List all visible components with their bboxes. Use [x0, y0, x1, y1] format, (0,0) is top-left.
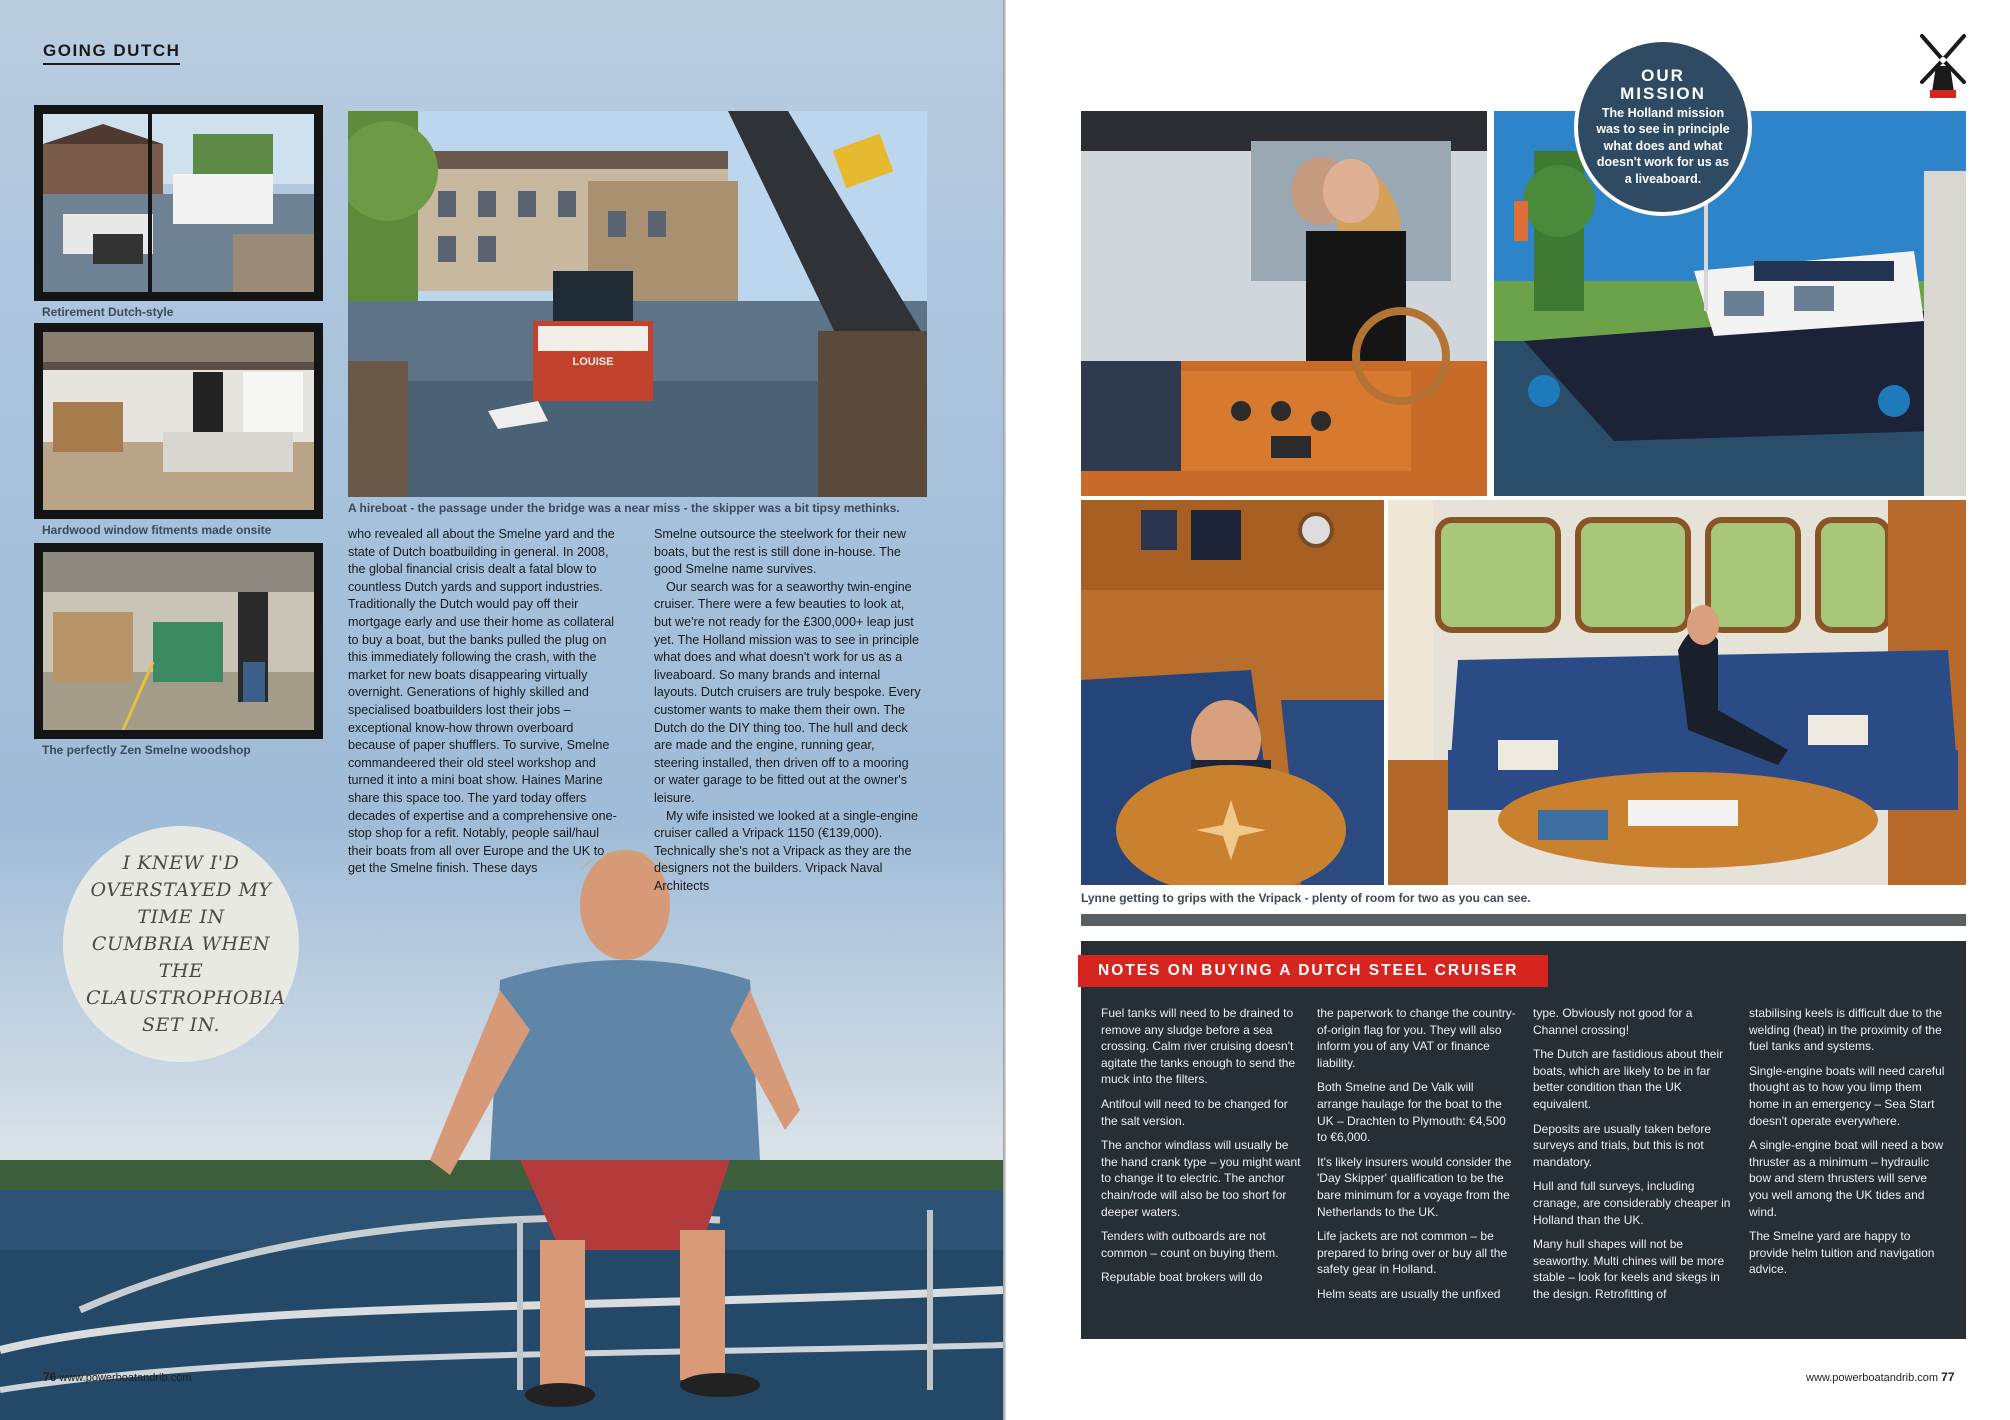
- photo-woodshop: [34, 543, 323, 739]
- running-head: GOING DUTCH: [43, 41, 180, 65]
- caption-hardwood: Hardwood window fitments made onsite: [42, 523, 272, 537]
- body-paragraph: Smelne outsource the steelwork for their new boats, but the rest is still done in-house. The good Smelne name survives.: [654, 527, 906, 577]
- notes-column-4: [1749, 1005, 1949, 1286]
- notes-paragraph: Fuel tanks will need to be drained to remove any sludge before a sea crossing. Calm river cruising doesn't agitate the tanks enough to send the muck into the filters.: [1101, 1006, 1296, 1087]
- notes-paragraph: Single-engine boats will need careful thought as to how you limp them home in an emergency – Sea Start doesn't operate everywhere.: [1749, 1063, 1945, 1128]
- windmill-icon: [1916, 30, 1970, 100]
- pull-quote: [63, 826, 299, 1062]
- photo-helm: [1081, 111, 1487, 496]
- left-page: [0, 0, 1003, 1420]
- boat-name-label: LOUISE: [572, 356, 614, 368]
- body-column-1: [348, 526, 620, 878]
- notes-paragraph: Many hull shapes will not be seaworthy. Multi chines will be more stable – look for keels and skegs in the design. Retrofitting of: [1533, 1237, 1725, 1301]
- caption-woodshop: The perfectly Zen Smelne woodshop: [42, 743, 251, 757]
- photo-saloon-reading: [1081, 500, 1384, 885]
- notes-column-3: [1533, 1005, 1733, 1311]
- caption-retirement: Retirement Dutch-style: [42, 305, 174, 319]
- notes-title: NOTES ON BUYING A DUTCH STEEL CRUISER: [1078, 955, 1548, 987]
- notes-paragraph: stabilising keels is difficult due to the welding (heat) in the proximity of the fuel tanks and systems.: [1749, 1006, 1943, 1054]
- notes-paragraph: It's likely insurers would consider the 'Day Skipper' qualification to be the bare minimum for a voyage from the Netherlands to the UK.: [1317, 1154, 1512, 1219]
- notes-paragraph: Tenders with outboards are not common – count on buying them.: [1101, 1229, 1279, 1260]
- our-mission-badge: [1574, 38, 1752, 216]
- notes-paragraph: Helm seats are usually the unfixed: [1317, 1286, 1501, 1301]
- caption-hireboat: A hireboat - the passage under the bridge was a near miss - the skipper was a bit tipsy methinks.: [348, 501, 900, 515]
- website-url: www.powerboatandrib.com: [1806, 1372, 1939, 1384]
- notes-paragraph: A single-engine boat will need a bow thruster as a minimum – hydraulic bow and stern thrusters will serve you well among the UK tides and wind.: [1749, 1138, 1944, 1219]
- divider-bar: [1081, 914, 1966, 926]
- notes-paragraph: Life jackets are not common – be prepared to bring over or buy all the safety gear in Holland.: [1317, 1229, 1508, 1277]
- page-number: 76: [43, 1370, 57, 1384]
- notes-paragraph: The Dutch are fastidious about their boats, which are likely to be in far better condition than the UK equivalent.: [1533, 1047, 1724, 1111]
- body-paragraph: Our search was for a seaworthy twin-engine cruiser. There were a few beauties to look at, but we're not ready for the £300,000+ leap just yet. The Holland mission was to see in principle what does and what doesn't work for us as a liveaboard. So many brands and internal layouts. Dutch cruisers are truly bespoke. Every customer wants to make them their own. The Dutch do the DIY thing too. The hull and deck are made and the engine, running gear, steering installed, then driven off to a mooring or water garage to be fitted out at the owner's leisure.: [654, 579, 921, 805]
- body-column-2: [654, 526, 922, 895]
- notes-paragraph: Deposits are usually taken before surveys and trials, but this is not mandatory.: [1533, 1121, 1712, 1169]
- notes-paragraph: Reputable boat brokers will do: [1101, 1270, 1263, 1285]
- notes-paragraph: type. Obviously not good for a Channel crossing!: [1533, 1006, 1693, 1037]
- body-paragraph: who revealed all about the Smelne yard and the state of Dutch boatbuilding in general. In 2008, the global financial crisis dealt a fatal blow to countless Dutch yards and support industries. Traditionally the Dutch would pay off their mortgage early and use their home as collateral to buy a boat, but the banks pulled the plug on this immediately following the crash, with the market for new boats disappearing virtually overnight. Generations of highly skilled and specialised boatbuilders lost their jobs – exceptional know-how thrown overboard because of paper shufflers. To survive, Smelne commandeered their old steel workshop and turned it into a mini boat show. Haines Marine share this space too. The yard today offers decades of expertise and a comprehensive one-stop shop for a refit. Notably, people sail/haul their boats from all over Europe and the UK to get the Smelne finish. These days: [348, 527, 617, 876]
- photo-hardwood: [34, 323, 323, 519]
- page-number: 77: [1941, 1370, 1955, 1384]
- mission-text: The Holland mission was to see in principle what does and what doesn't work for us as a liveaboard.: [1596, 105, 1730, 186]
- mission-title-1: OUR: [1641, 65, 1685, 85]
- gutter: [1003, 0, 1006, 1420]
- folio-left: [43, 1370, 192, 1384]
- notes-column-1: [1101, 1005, 1301, 1294]
- notes-paragraph: the paperwork to change the country-of-origin flag for you. They will also inform you of any VAT or finance liability.: [1317, 1006, 1516, 1070]
- notes-paragraph: Antifoul will need to be changed for the salt version.: [1101, 1096, 1288, 1128]
- notes-paragraph: The Smelne yard are happy to provide helm tuition and navigation advice.: [1749, 1229, 1935, 1277]
- photo-retirement: [34, 105, 323, 301]
- notes-paragraph: The anchor windlass will usually be the hand crank type – you might want to change it to electric. The anchor chain/rode will also be too short for deeper waters.: [1101, 1138, 1301, 1219]
- notes-paragraph: Hull and full surveys, including cranage, are considerably cheaper in Holland than the UK.: [1533, 1179, 1731, 1227]
- notes-box: [1081, 941, 1966, 1339]
- folio-right: [1806, 1370, 1955, 1384]
- mission-title-2: MISSION: [1620, 83, 1706, 103]
- notes-column-2: [1317, 1005, 1517, 1311]
- photo-saloon-relax: [1388, 500, 1966, 885]
- photo-hireboat: [348, 111, 927, 497]
- caption-vripack: Lynne getting to grips with the Vripack - plenty of room for two as you can see.: [1081, 891, 1531, 905]
- notes-paragraph: Both Smelne and De Valk will arrange haulage for the boat to the UK – Drachten to Plymouth: €4,500 to €6,000.: [1317, 1080, 1506, 1145]
- body-paragraph: My wife insisted we looked at a single-engine cruiser called a Vripack 1150 (€139,000). Technically she's not a Vripack as they are the designers not the builders. Vripack Naval Architects: [654, 808, 919, 893]
- website-url: www.powerboatandrib.com: [59, 1372, 192, 1384]
- pull-quote-text: I KNEW I'D OVERSTAYED MY TIME IN CUMBRIA WHEN THE CLAUSTROPHOBIA SET IN.: [86, 851, 286, 1036]
